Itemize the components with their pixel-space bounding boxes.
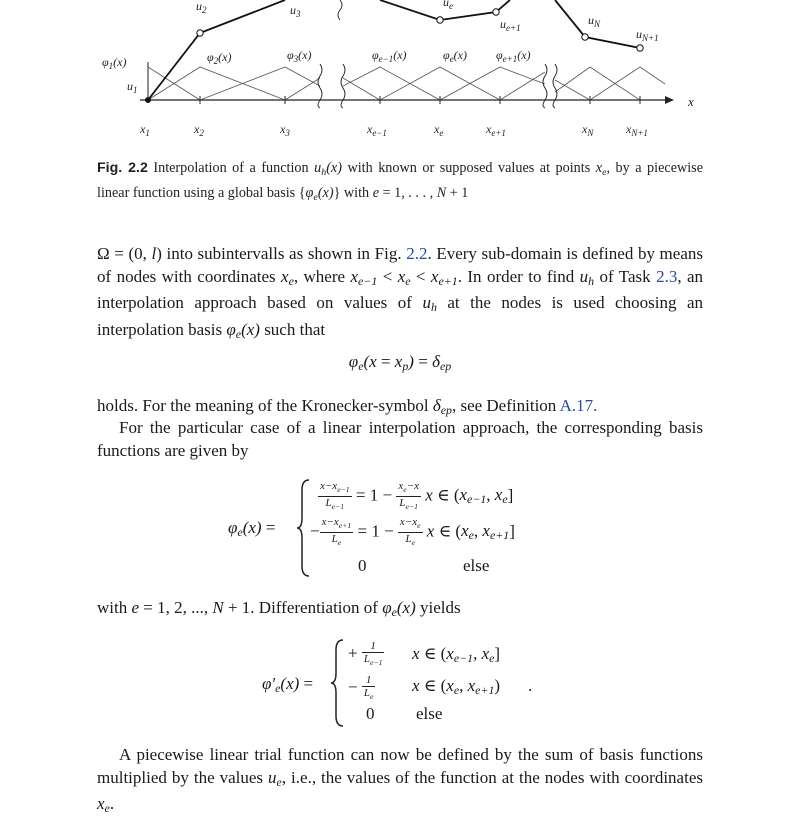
eq3-trailing-period: . xyxy=(528,676,533,695)
definition-ref-link[interactable]: A.17. xyxy=(559,396,598,415)
x-label-xe1: $x_{e+1}$ xyxy=(486,122,506,138)
x-label-xN1: $x_{N+1}$ xyxy=(626,122,648,138)
node-label-uN: $u_N$ xyxy=(588,13,601,29)
basis-label-phi1: $\varphi_1(x)$ xyxy=(102,55,127,71)
x-label-xe: $x_e$ xyxy=(434,122,444,138)
node-label-ue: $u_e$ xyxy=(443,0,453,11)
eq2-case3-cond: else xyxy=(463,556,490,575)
caption-label: Fig. 2.2 xyxy=(97,160,148,176)
eq2-case3-value: 0 xyxy=(358,556,367,575)
figure-caption: Fig. 2.2 Interpolation of a function $u_h(x)$ with known or supposed values at points $x_e$, by a piecewise linear function using a global basis $\{\varphi_e(x)\}$ with e = 1, . . . , N + 1 xyxy=(97,160,703,203)
left-brace xyxy=(330,638,346,728)
equation-basis-functions: $\varphi_e(x)$ = $\frac{x-x_{e-1}}{L_{e-1}}$ = 1 − $\frac{x_e-x}{L_{e-1}}$ x ∈ ($x_{e-1}$, $x_e$] − $\frac{x-x_{e+1}}{L_e}$ = 1 − $\frac{x-x_e}{L_e}$ x ∈ ($x_e$, $x_{e+1}$] 0 else xyxy=(228,478,588,578)
x-label-xe-1: $x_{e-1}$ xyxy=(367,122,387,138)
paragraph-5: A piecewise linear trial function can now be defined by the sum of basis functions multiplied by the values $u_e$, i.e., the values of the function at the nodes with coordinates $x_e$. xyxy=(97,745,703,815)
paragraph-4: with e = 1, 2, ..., N + 1. Differentiation of $\varphi_e(x)$ yields xyxy=(97,598,461,619)
equation-kronecker: $\varphi_e(x = x_p) = \delta_{ep}$ xyxy=(348,352,452,373)
x-axis-arrow xyxy=(665,96,674,104)
paragraph-3: For the particular case of a linear interpolation approach, the corresponding basis functions are given by xyxy=(97,418,703,460)
task-ref-link[interactable]: 2.3 xyxy=(656,266,678,286)
paragraph-2: holds. For the meaning of the Kronecker-symbol $\delta_{ep}$, see Definition A.17. xyxy=(97,396,598,417)
node-label-ue1: $u_{e+1}$ xyxy=(500,17,521,33)
interpolation-figure xyxy=(0,0,800,150)
x-axis-label: x xyxy=(688,94,694,109)
basis-functions xyxy=(148,67,665,100)
basis-label-phi-e1: $\varphi_{e+1}(x)$ xyxy=(496,48,531,64)
basis-label-phi3: $\varphi_3(x)$ xyxy=(287,48,312,64)
basis-label-phi-e-1: $\varphi_{e-1}(x)$ xyxy=(372,48,407,64)
eq3-case3-value: 0 xyxy=(366,704,375,723)
x-label-x1: $x_1$ xyxy=(140,122,150,138)
basis-label-phi-e: $\varphi_e(x)$ xyxy=(443,48,467,64)
node-label-u3: $u_3$ xyxy=(290,3,301,19)
x-label-x2: $x_2$ xyxy=(194,122,204,138)
basis-label-phi2: $\varphi_2(x)$ xyxy=(207,50,232,66)
equation-derivative: $\varphi'_e(x)$ = + $\frac{1}{L_{e-1}}$ x ∈ ($x_{e-1}$, $x_e$] − $\frac{1}{L_e}$ x ∈ ($x_e$, $x_{e+1}$) . 0 else xyxy=(262,638,562,728)
node-label-u2: $u_2$ xyxy=(196,0,207,15)
node-label-u1: $u_1$ xyxy=(127,79,138,95)
fig-ref-link[interactable]: 2.2 xyxy=(406,244,428,263)
x-label-x3: $x_3$ xyxy=(280,122,290,138)
x-label-xN: $x_N$ xyxy=(582,122,594,138)
eq3-case3-cond: else xyxy=(416,704,443,723)
paragraph-1: Ω = (0, l) into subintervalls as shown in Fig. 2.2. Every sub-domain is defined by means of nodes with coordinates $x_e$, where $x_{e-1} < x_e < x_{e+1}$. In order to find $u_h$ of Task 2.3, an interpolation approach based on values of $u_h$ at the nodes is used choosing an interpolation basis $\varphi_e(x)$ such that xyxy=(97,244,704,341)
node-label-uN1: $u_{N+1}$ xyxy=(636,27,659,43)
